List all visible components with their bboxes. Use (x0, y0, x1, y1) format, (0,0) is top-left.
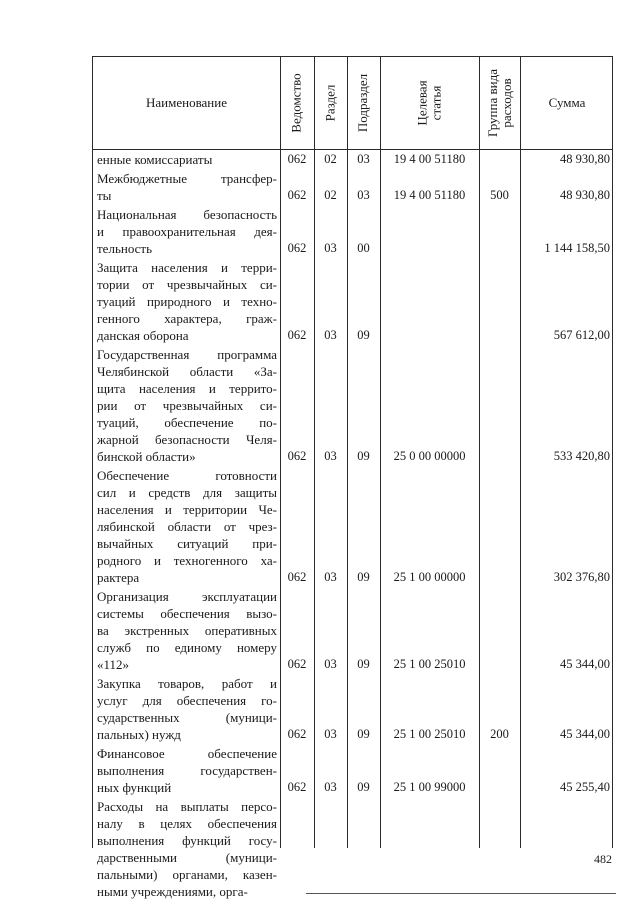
row-name-line: ва экстренных оперативных (97, 623, 277, 638)
row-name-line: ты (97, 188, 112, 203)
row-name-line: рактера (97, 570, 140, 585)
row-name (97, 798, 277, 900)
cell-sum: 302 376,80 (553, 570, 610, 584)
header-celevaya-statya: Целевая статья (414, 80, 444, 126)
cell-ved: 062 (287, 657, 307, 671)
header-gruppa-vida-rashodov: Группа вида расходов (484, 69, 514, 137)
row-name-line: ными учреждениями, орга- (97, 884, 248, 899)
cell-pod: 09 (357, 657, 370, 671)
cell-grp: 500 (490, 188, 509, 202)
cell-raz: 03 (324, 570, 337, 584)
row-name-line: Государственная программа (97, 347, 277, 362)
row-name-line: бинской области» (97, 449, 196, 464)
row-name-line: «112» (97, 657, 130, 672)
cell-cel: 19 4 00 51180 (393, 152, 466, 166)
row-name-line: щита населения и террито- (97, 381, 277, 396)
cell-raz: 03 (324, 449, 337, 463)
row-name-line: выполнения государствен- (97, 763, 277, 778)
cell-raz: 03 (324, 241, 337, 255)
header-vedomstvo: Ведомство (289, 73, 304, 133)
row-name (97, 675, 277, 743)
cell-cel: 19 4 00 51180 (393, 188, 466, 202)
row-name-line: енные комиссариаты (97, 152, 213, 167)
row-name-line: генного характера, граж- (97, 311, 277, 326)
row-name-line: Челябинской области «За- (97, 364, 277, 379)
row-name-line: Финансовое обеспечение (97, 746, 277, 761)
row-name-line: сил и средств для защиты (97, 485, 277, 500)
cell-ved: 062 (287, 152, 307, 166)
cell-cel: 25 1 00 00000 (393, 570, 466, 584)
row-name (97, 467, 277, 586)
row-name-line: Закупка товаров, работ и (97, 676, 277, 691)
cell-pod: 09 (357, 570, 370, 584)
row-name-line: Межбюджетные трансфер- (97, 171, 277, 186)
row-name-line: дарственными (муници- (97, 850, 277, 865)
header-name: Наименование (146, 95, 227, 110)
page-number: 482 (594, 852, 612, 866)
row-name-line: лябинской области от чрез- (97, 519, 277, 534)
row-name-line: родного и техногенного ха- (97, 553, 277, 568)
footer-rule (306, 893, 616, 894)
row-name (97, 151, 277, 168)
header-summa: Сумма (548, 95, 586, 110)
cell-ved: 062 (287, 727, 307, 741)
row-name-line: Организация эксплуатации (97, 589, 277, 604)
header-divider (93, 149, 612, 150)
row-name (97, 745, 277, 796)
row-name-line: рии от чрезвычайных си- (97, 398, 277, 413)
row-name-line: населения и территории Че- (97, 502, 277, 517)
cell-sum: 1 144 158,50 (544, 241, 610, 255)
cell-cel: 25 1 00 25010 (393, 657, 466, 671)
row-name (97, 170, 277, 204)
cell-pod: 03 (357, 152, 370, 166)
header-podrazdel: Подраздел (355, 73, 371, 133)
cell-ved: 062 (287, 570, 307, 584)
cell-ved: 062 (287, 449, 307, 463)
cell-sum: 567 612,00 (553, 328, 610, 342)
row-name-line: налу в целях обеспечения (97, 816, 277, 831)
row-name (97, 588, 277, 673)
cell-ved: 062 (287, 241, 307, 255)
cell-raz: 02 (324, 152, 337, 166)
cell-raz: 02 (324, 188, 337, 202)
row-name-line: пальных) нужд (97, 727, 181, 742)
row-name (97, 206, 277, 257)
cell-cel: 25 1 00 99000 (393, 780, 466, 794)
cell-pod: 09 (357, 780, 370, 794)
row-name-line: данская оборона (97, 328, 189, 343)
cell-sum: 45 344,00 (560, 727, 610, 741)
row-name-line: сударственных (муници- (97, 710, 277, 725)
cell-pod: 00 (357, 241, 370, 255)
row-name-line: Обеспечение готовности (97, 468, 277, 483)
row-name (97, 259, 277, 344)
cell-ved: 062 (287, 780, 307, 794)
cell-raz: 03 (324, 727, 337, 741)
cell-pod: 09 (357, 449, 370, 463)
row-name-line: пальными) органами, казен- (97, 867, 277, 882)
header-razdel: Раздел (322, 84, 338, 122)
row-name-line: Национальная безопасность (97, 207, 277, 222)
row-name-line: туаций природного и техно- (97, 294, 277, 309)
cell-sum: 533 420,80 (553, 449, 610, 463)
cell-grp: 200 (490, 727, 509, 741)
row-name (97, 346, 277, 465)
row-name-line: Защита населения и терри- (97, 260, 277, 275)
row-name-line: жарной безопасности Челя- (97, 432, 277, 447)
row-name-line: туаций, обеспечение по- (97, 415, 277, 430)
cell-sum: 48 930,80 (560, 188, 610, 202)
cell-sum: 45 255,40 (560, 780, 610, 794)
row-name-line: тории от чрезвычайных си- (97, 277, 277, 292)
cell-pod: 09 (357, 727, 370, 741)
cell-cel: 25 0 00 00000 (393, 449, 466, 463)
cell-ved: 062 (287, 188, 307, 202)
cell-raz: 03 (324, 657, 337, 671)
row-name-line: ных функций (97, 780, 172, 795)
row-name-line: системы обеспечения вызо- (97, 606, 277, 621)
row-name-line: Расходы на выплаты персо- (97, 799, 277, 814)
row-name-line: услуг для обеспечения го- (97, 693, 277, 708)
row-name-line: выполнения функций госу- (97, 833, 277, 848)
cell-pod: 09 (357, 328, 370, 342)
cell-ved: 062 (287, 328, 307, 342)
cell-pod: 03 (357, 188, 370, 202)
row-name-line: вычайных ситуаций при- (97, 536, 277, 551)
cell-sum: 48 930,80 (560, 152, 610, 166)
cell-raz: 03 (324, 780, 337, 794)
cell-sum: 45 344,00 (560, 657, 610, 671)
row-name-line: служб по единому номеру (97, 640, 277, 655)
row-name-line: тельность (97, 241, 153, 256)
row-name-line: и правоохранительная дея- (97, 224, 277, 239)
cell-cel: 25 1 00 25010 (393, 727, 466, 741)
cell-raz: 03 (324, 328, 337, 342)
